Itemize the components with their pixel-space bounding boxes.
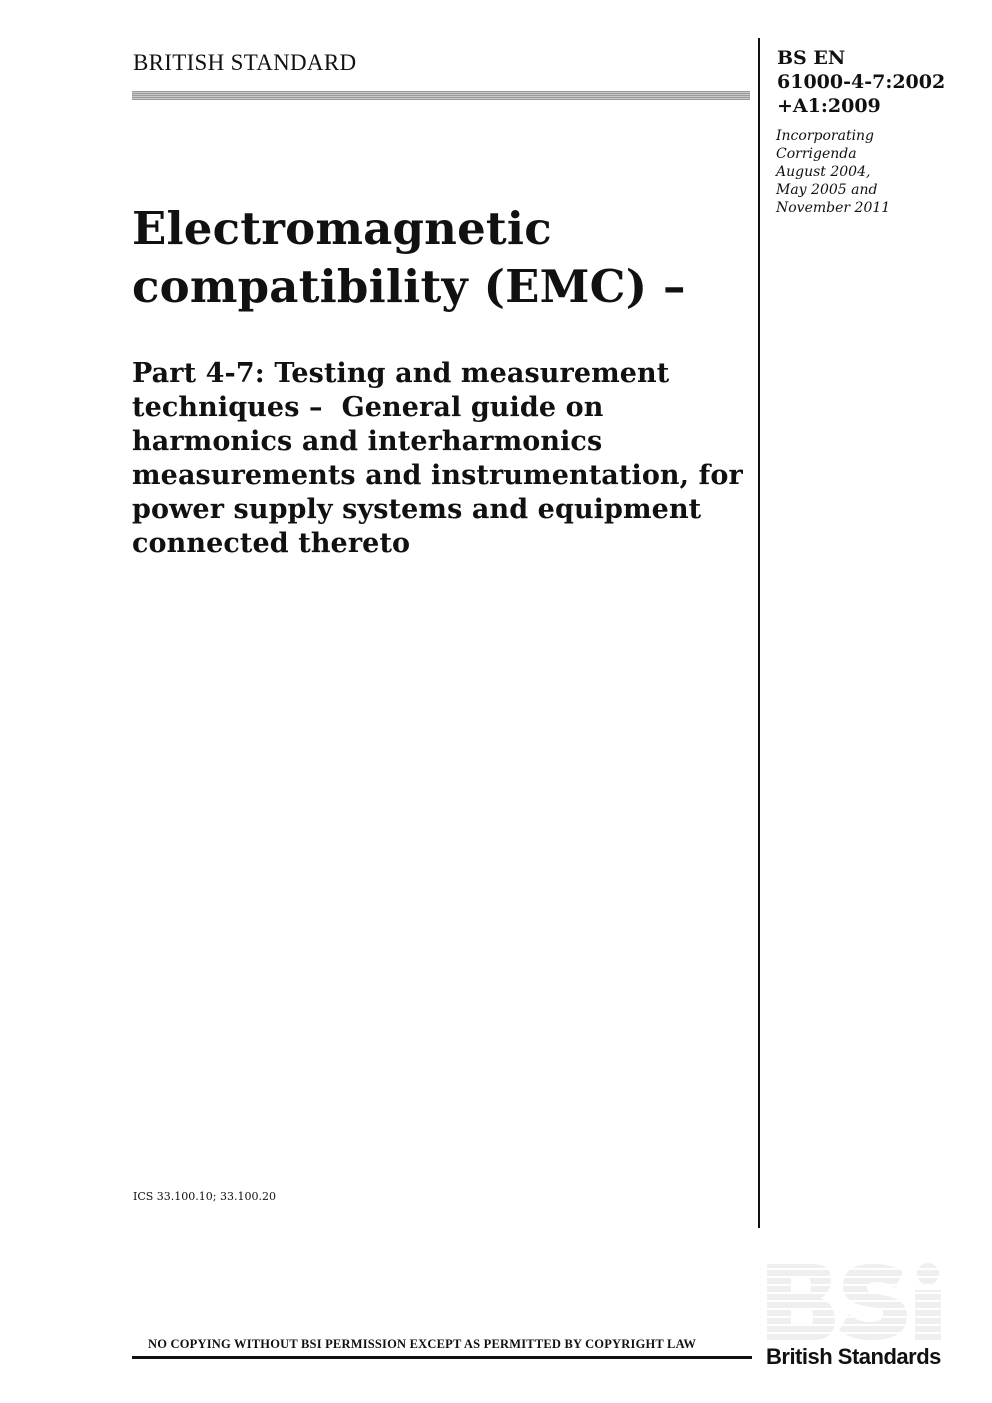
corrigenda-note [776, 127, 890, 217]
logo-caption: British Standards [766, 1344, 941, 1369]
standard-number-line: +A1:2009 [777, 95, 881, 117]
document-type-label: BRITISH STANDARD [133, 50, 357, 75]
header-rule [132, 91, 750, 100]
subtitle-line: harmonics and interharmonics [132, 426, 603, 457]
subtitle-line: connected thereto [132, 528, 411, 559]
subtitle-line: Part 4-7: Testing and measurement [132, 358, 670, 389]
title-line: Electromagnetic [132, 202, 552, 255]
standard-number-line: 61000-4-7:2002 [777, 71, 946, 93]
corrigenda-line: November 2011 [776, 200, 891, 216]
standard-number [777, 46, 945, 118]
bsi-logo [765, 1262, 945, 1342]
ics-code: ICS 33.100.10; 33.100.20 [133, 1190, 276, 1203]
vertical-divider [758, 38, 760, 1228]
standard-number-line: BS EN [777, 47, 846, 69]
document-subtitle [132, 357, 754, 561]
title-line: compatibility (EMC) – [132, 260, 686, 313]
corrigenda-line: Incorporating [776, 128, 875, 144]
corrigenda-line: May 2005 and [776, 182, 878, 198]
subtitle-line: techniques – General guide on [132, 392, 604, 423]
document-title [132, 200, 752, 316]
corrigenda-line: Corrigenda [776, 146, 857, 162]
corrigenda-line: August 2004, [776, 164, 871, 180]
copyright-notice: NO COPYING WITHOUT BSI PERMISSION EXCEPT AS PERMITTED BY COPYRIGHT LAW [148, 1337, 697, 1351]
subtitle-line: measurements and instrumentation, for [132, 460, 743, 491]
footer-rule [132, 1356, 752, 1359]
subtitle-line: power supply systems and equipment [132, 494, 702, 525]
